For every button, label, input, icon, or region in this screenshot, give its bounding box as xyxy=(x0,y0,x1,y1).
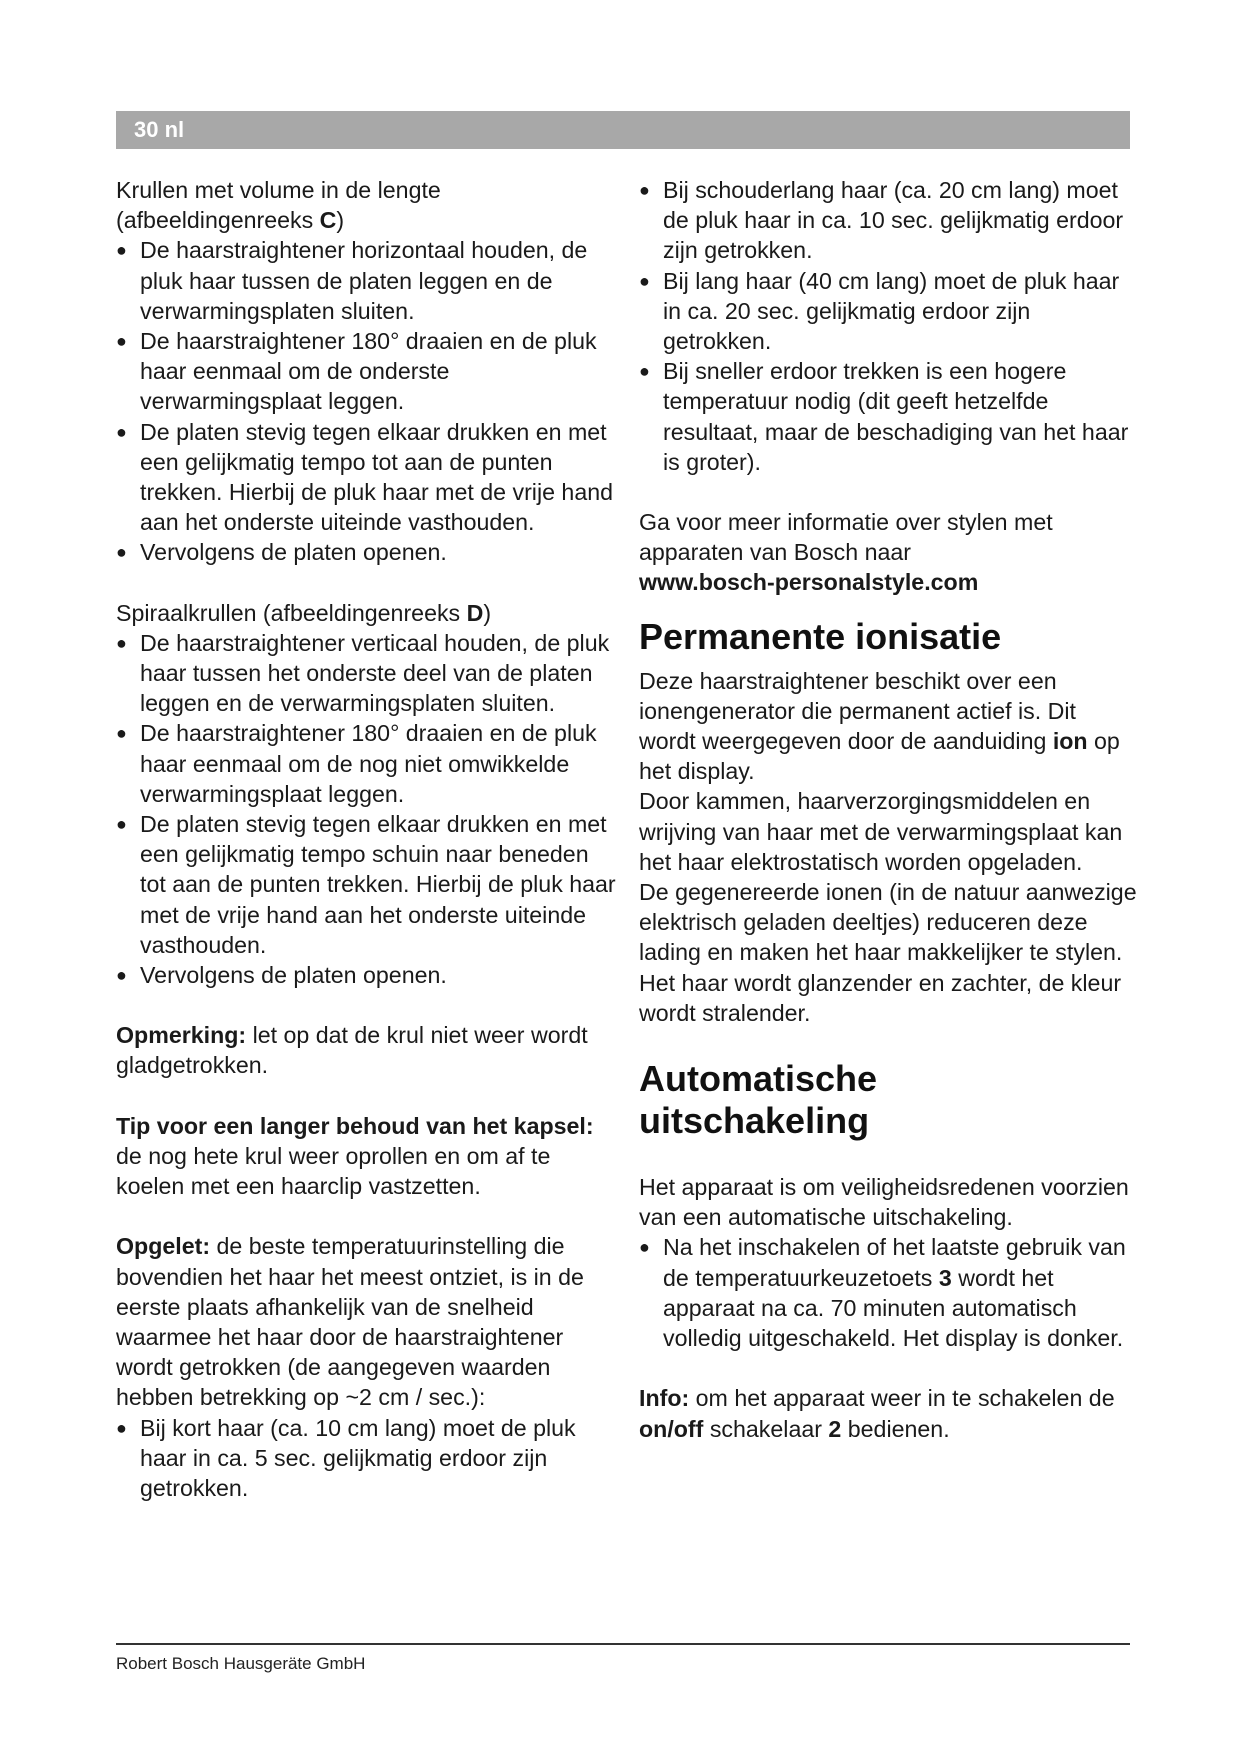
spiral-curls-intro: Spiraalkrullen (afbeeldingenreeks D) xyxy=(116,599,492,626)
ionisation-paragraph-1: Deze haarstraightener beschikt over een ionengenerator die permanent actief is. Dit wordt weergegeven door de aanduiding ion op het display. xyxy=(639,667,1120,785)
section-title-auto-shutoff: Automatische uitschakeling xyxy=(639,1058,878,1142)
more-info-paragraph: Ga voor meer informatie over stylen met apparaten van Bosch naar www.bosch-personalstyle.com xyxy=(639,509,1053,596)
curls-volume-intro: Krullen met volume in de lengte (afbeeldingenreeks C) xyxy=(116,177,441,234)
footer-company: Robert Bosch Hausgeräte GmbH xyxy=(116,1654,366,1673)
footer-divider xyxy=(116,1643,1130,1645)
list-item: ● De haarstraightener horizontaal houden, de pluk haar tussen de platen leggen en de verwarmingsplaten sluiten. xyxy=(116,235,618,326)
page-number-label: 30 nl xyxy=(134,117,185,142)
list-item: ● De platen stevig tegen elkaar drukken en met een gelijkmatig tempo schuin naar beneden tot aan de punten trekken. Hierbij de pluk haar met de vrije hand aan het onderste uiteinde vasthouden. xyxy=(116,809,618,960)
caution-paragraph: Opgelet: de beste temperatuurinstelling die bovendien het haar het meest ontziet, is in de eerste plaats afhankelijk van de snelheid waarmee het haar door de haarstraightener wordt getrokken (de aangegeven waarden hebben betrekking op ~2 cm / sec.): xyxy=(116,1233,584,1411)
list-item: ● Bij kort haar (ca. 10 cm lang) moet de pluk haar in ca. 5 sec. gelijkmatig erdoor zijn getrokken. xyxy=(116,1413,618,1504)
page-header-bar xyxy=(116,111,1130,149)
list-item: ● Vervolgens de platen openen. xyxy=(116,537,618,567)
hair-length-list xyxy=(639,175,1139,477)
note-paragraph: Opmerking: let op dat de krul niet weer wordt gladgetrokken. xyxy=(116,1022,588,1079)
caution-list xyxy=(116,1413,618,1504)
ionisation-paragraph-2: Door kammen, haarverzorgingsmiddelen en wrijving van haar met de verwarmingsplaat kan het haar elektrostatisch worden opgeladen. xyxy=(639,788,1123,875)
list-item: ● Bij lang haar (40 cm lang) moet de pluk haar in ca. 20 sec. gelijkmatig erdoor zijn getrokken. xyxy=(639,266,1139,357)
list-item: ● Na het inschakelen of het laatste gebruik van de temperatuurkeuzetoets 3 wordt het apparaat na ca. 70 minuten automatisch volledig uitgeschakeld. Het display is donker. xyxy=(639,1232,1139,1353)
spiral-curls-steps xyxy=(116,628,618,990)
left-column xyxy=(116,175,618,1503)
list-item: ● Bij schouderlang haar (ca. 20 cm lang) moet de pluk haar in ca. 10 sec. gelijkmatig erdoor zijn getrokken. xyxy=(639,175,1139,266)
list-item: ● De platen stevig tegen elkaar drukken en met een gelijkmatig tempo tot aan de punten trekken. Hierbij de pluk haar met de vrije hand aan het onderste uiteinde vasthouden. xyxy=(116,417,618,538)
section-title-ionisation: Permanente ionisatie xyxy=(639,615,1002,657)
auto-shutoff-paragraph: Het apparaat is om veiligheidsredenen voorzien van een automatische uitschakeling. xyxy=(639,1174,1129,1231)
auto-shutoff-list xyxy=(639,1232,1139,1353)
list-item: ● Vervolgens de platen openen. xyxy=(116,960,618,990)
bosch-website-link[interactable]: www.bosch-personalstyle.com xyxy=(639,569,979,596)
list-item: ● De haarstraightener 180° draaien en de pluk haar eenmaal om de nog niet omwikkelde verwarmingsplaat leggen. xyxy=(116,718,618,809)
list-item: ● Bij sneller erdoor trekken is een hogere temperatuur nodig (dit geeft hetzelfde resultaat, maar de beschadiging van het haar is groter). xyxy=(639,356,1139,477)
info-paragraph: Info: om het apparaat weer in te schakelen de on/off schakelaar 2 bedienen. xyxy=(639,1385,1115,1442)
list-item: ● De haarstraightener verticaal houden, de pluk haar tussen het onderste deel van de platen leggen en de verwarmingsplaten sluiten. xyxy=(116,628,618,719)
ionisation-paragraph-3: De gegenereerde ionen (in de natuur aanwezige elektrisch geladen deeltjes) reduceren deze lading en maken het haar makkelijker te stylen. xyxy=(639,879,1137,966)
tip-paragraph: Tip voor een langer behoud van het kapsel: de nog hete krul weer oprollen en om af te koelen met een haarclip vastzetten. xyxy=(116,1112,594,1200)
list-item: ● De haarstraightener 180° draaien en de pluk haar eenmaal om de onderste verwarmingsplaat leggen. xyxy=(116,326,618,417)
curls-volume-steps xyxy=(116,235,618,567)
ionisation-paragraph-4: Het haar wordt glanzender en zachter, de kleur wordt stralender. xyxy=(639,969,1122,1026)
right-column xyxy=(639,175,1139,1444)
